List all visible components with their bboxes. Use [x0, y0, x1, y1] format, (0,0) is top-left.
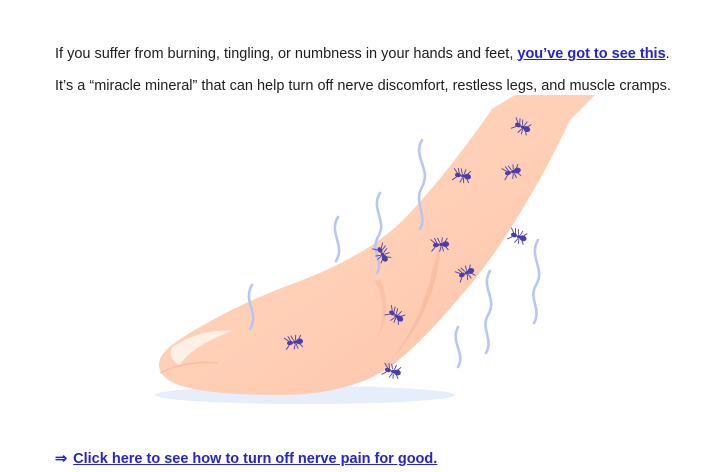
- ant: [507, 227, 529, 246]
- subheading-paragraph: It’s a “miracle mineral” that can help turn off nerve discomfort, restless legs, and muscle cramps.: [55, 77, 671, 94]
- foot-with-ants-illustration: [140, 95, 600, 415]
- arrow-icon: ⇒: [55, 450, 68, 467]
- cta-link[interactable]: Click here to see how to turn off nerve pain for good.: [73, 450, 438, 467]
- foot-illustration-svg: [140, 95, 600, 415]
- intro-text-after-link: .: [665, 45, 670, 62]
- leg-and-foot-shape: [159, 95, 595, 395]
- intro-paragraph: [55, 45, 670, 63]
- intro-text-before-link: If you suffer from burning, tingling, or numbness in your hands and feet,: [55, 45, 518, 62]
- cta-paragraph: [55, 450, 437, 468]
- see-this-link[interactable]: you’ve got to see this: [517, 45, 666, 62]
